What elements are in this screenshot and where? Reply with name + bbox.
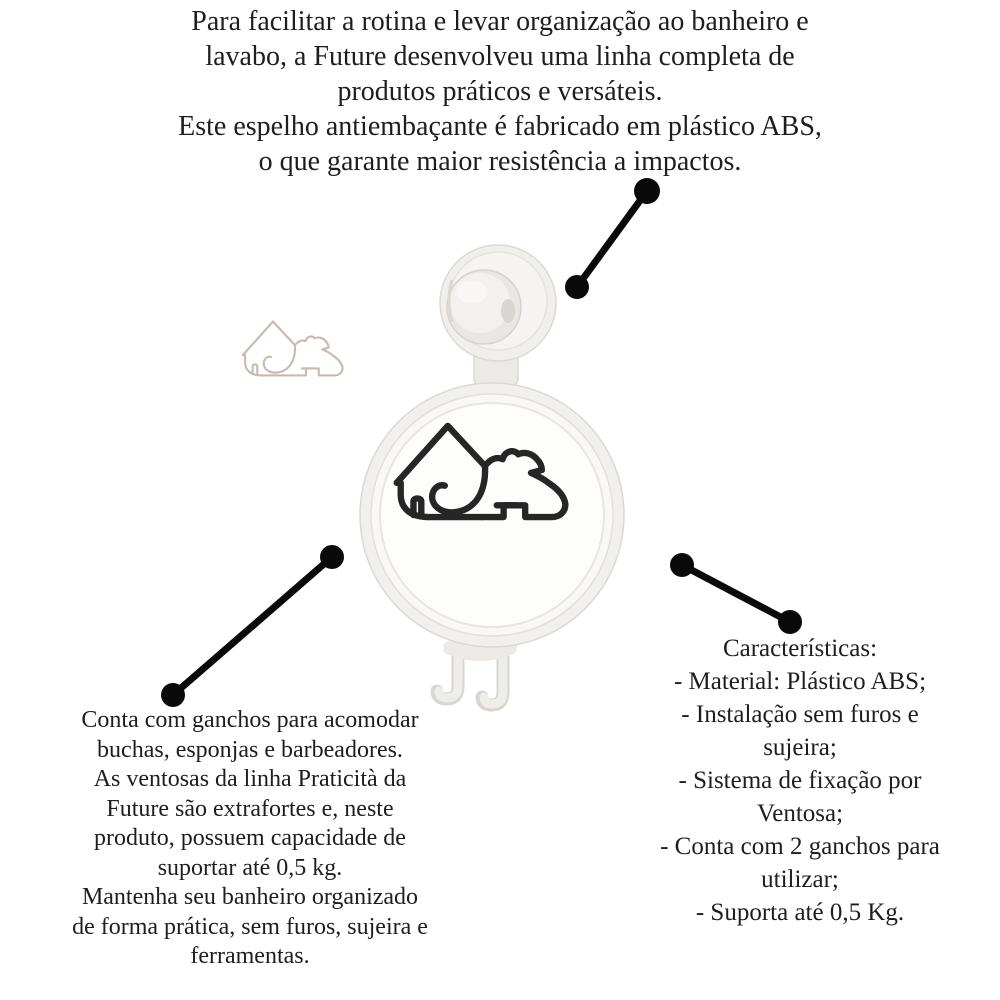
- hooks: [437, 640, 510, 705]
- callout-dot: [161, 683, 185, 707]
- callout-features: [670, 553, 802, 634]
- hooks-note-text: [20, 706, 480, 972]
- feature-line: - Instalação sem furos e: [681, 701, 919, 728]
- intro-line: Para facilitar a rotina e levar organização ao banheiro e: [191, 6, 809, 37]
- callout-dot: [320, 545, 344, 569]
- intro-line: produtos práticos e versáteis.: [337, 76, 663, 107]
- note-line: Future são extrafortes e, neste: [106, 795, 394, 822]
- feature-line: - Suporta até 0,5 Kg.: [695, 899, 905, 926]
- note-line: buchas, esponjas e barbeadores.: [97, 736, 403, 763]
- intro-line: Este espelho antiembaçante é fabricado em plástico ABS,: [178, 111, 822, 142]
- feature-line: sujeira;: [763, 734, 837, 761]
- feature-line: utilizar;: [761, 866, 839, 893]
- callout-dot: [565, 275, 589, 299]
- intro-line: o que garante maior resistência a impactos.: [258, 146, 742, 177]
- product-image: [360, 245, 624, 705]
- intro-text: [60, 4, 940, 179]
- note-line: produto, possuem capacidade de: [94, 825, 406, 851]
- features-list: [630, 632, 970, 929]
- suction-cup: [440, 245, 556, 386]
- callout-dot: [670, 553, 694, 577]
- note-line: Mantenha seu banheiro organizado: [81, 884, 419, 910]
- callout-hooks: [161, 545, 344, 707]
- note-line: suportar até 0,5 kg.: [157, 854, 343, 881]
- note-line: ferramentas.: [190, 943, 310, 969]
- note-line: As ventosas da linha Praticità da: [93, 766, 407, 792]
- note-line: de forma prática, sem furos, sujeira e: [72, 913, 428, 940]
- note-line: Conta com ganchos para acomodar: [81, 707, 419, 733]
- feature-line: - Sistema de fixação por: [678, 767, 922, 794]
- callout-suction-cup: [565, 178, 660, 299]
- callout-dot: [778, 610, 802, 634]
- feature-line: - Material: Plástico ABS;: [673, 668, 927, 695]
- callout-dot: [634, 178, 660, 204]
- intro-line: lavabo, a Future desenvolveu uma linha completa de: [205, 41, 795, 72]
- feature-line: Ventosa;: [756, 800, 844, 827]
- features-title: Características:: [722, 635, 878, 662]
- future-logo-watermark-icon: [243, 321, 343, 375]
- feature-line: - Conta com 2 ganchos para: [660, 833, 940, 860]
